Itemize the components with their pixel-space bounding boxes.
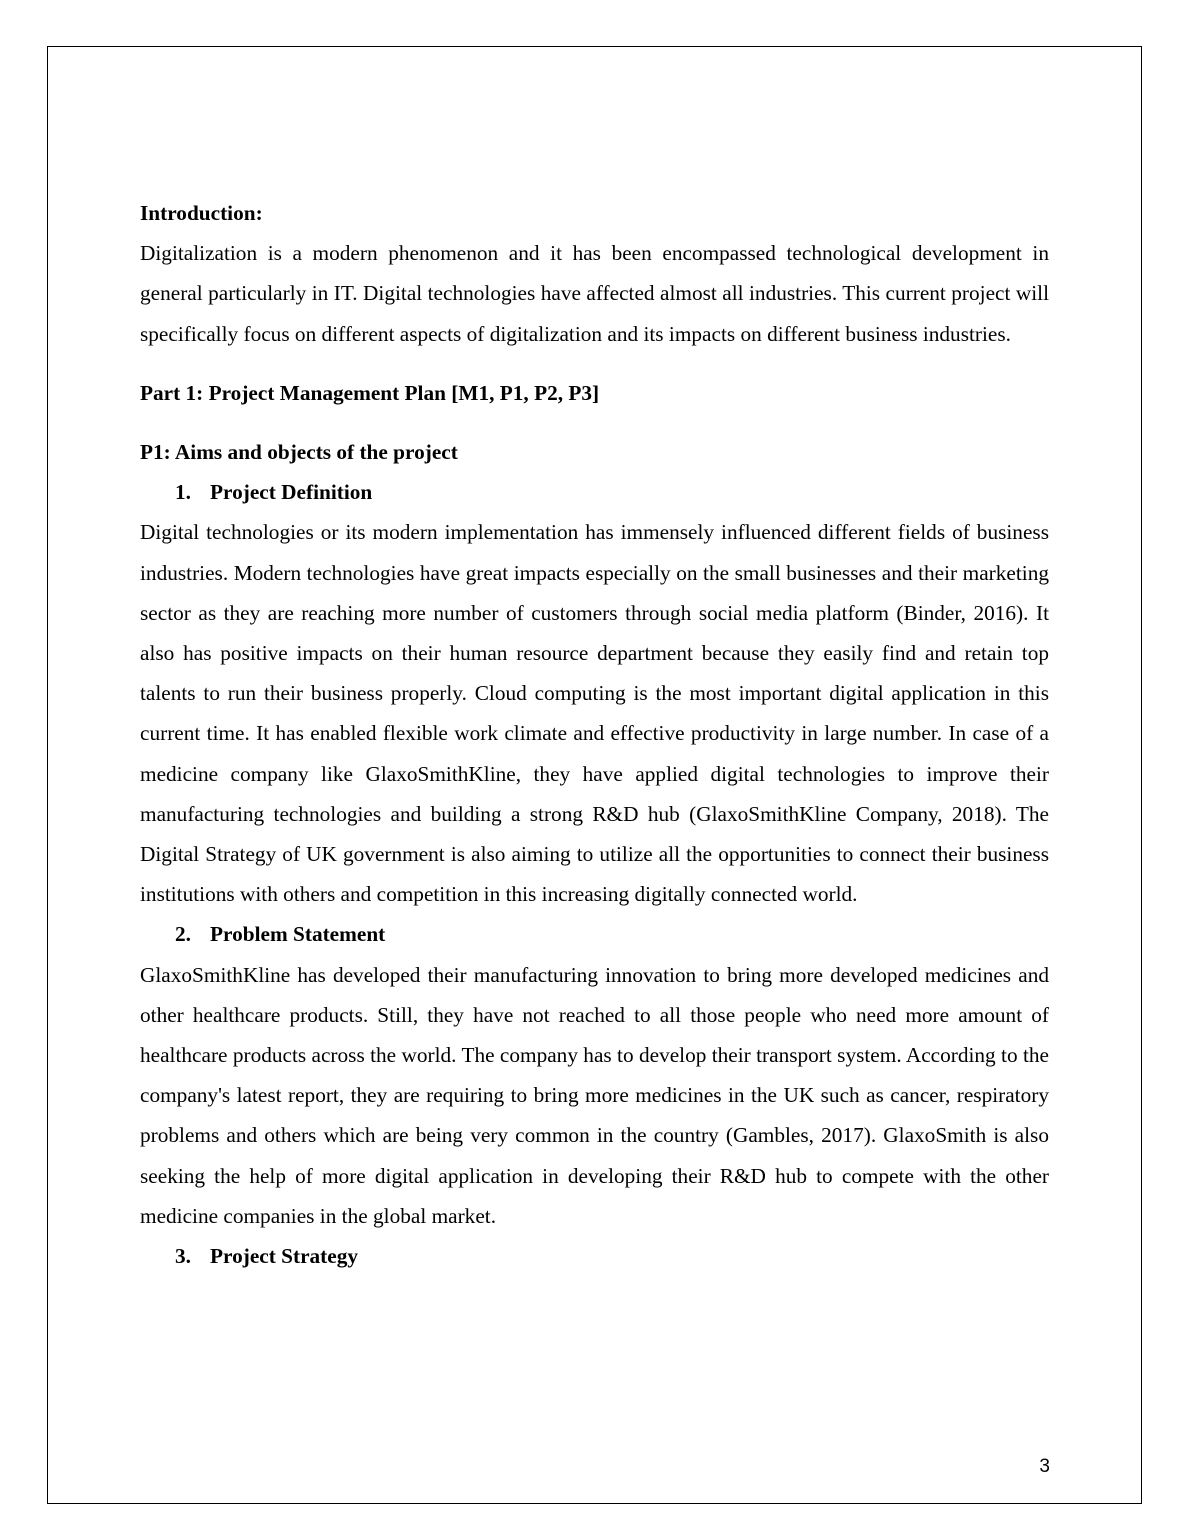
section-number: 3. (175, 1244, 191, 1269)
section-heading-project-strategy (140, 1236, 1049, 1276)
document-body (140, 193, 1049, 1276)
section-heading-project-definition (140, 472, 1049, 512)
problem-statement-paragraph: GlaxoSmithKline has developed their manufacturing innovation to bring more developed medicines and other healthcare products. Still, they have not reached to all those people who need more amount of healthcare products across the world. The company has to develop their transport system. According to the company's latest report, they are requiring to bring more medicines in the UK such as cancer, respiratory problems and others which are being very common in the country (Gambles, 2017). GlaxoSmith is also seeking the help of more digital application in developing their R&D hub to compete with the other medicine companies in the global market. (140, 962, 1049, 1228)
page-number: 3 (1039, 1456, 1050, 1477)
section-heading-problem-statement (140, 914, 1049, 954)
section-title: Problem Statement (210, 922, 386, 947)
project-definition-paragraph: Digital technologies or its modern implementation has immensely influenced different fields of business industries. Modern technologies have great impacts especially on the small businesses and their marketing sector as they are reaching more number of customers through social media platform (Binder, 2016). It also has positive impacts on their human resource department because they easily find and retain top talents to run their business properly. Cloud computing is the most important digital application in this current time. It has enabled flexible work climate and effective productivity in large number. In case of a medicine company like GlaxoSmithKline, they have applied digital technologies to improve their manufacturing technologies and building a strong R&D hub (GlaxoSmithKline Company, 2018). The Digital Strategy of UK government is also aiming to utilize all the opportunities to connect their business institutions with others and competition in this increasing digitally connected world. (140, 520, 1049, 907)
introduction-heading: Introduction: (140, 201, 263, 225)
section-number: 2. (175, 922, 191, 947)
section-number: 1. (175, 480, 191, 505)
section-title: Project Strategy (210, 1244, 359, 1269)
section-title: Project Definition (210, 480, 373, 505)
introduction-paragraph: Digitalization is a modern phenomenon and it has been encompassed technological development in general particularly in IT. Digital technologies have affected almost all industries. This current project will specifically focus on different aspects of digitalization and its impacts on different business industries. (140, 241, 1049, 346)
part1-heading: Part 1: Project Management Plan [M1, P1, P2, P3] (140, 380, 600, 405)
p1-heading: P1: Aims and objects of the project (140, 440, 458, 465)
